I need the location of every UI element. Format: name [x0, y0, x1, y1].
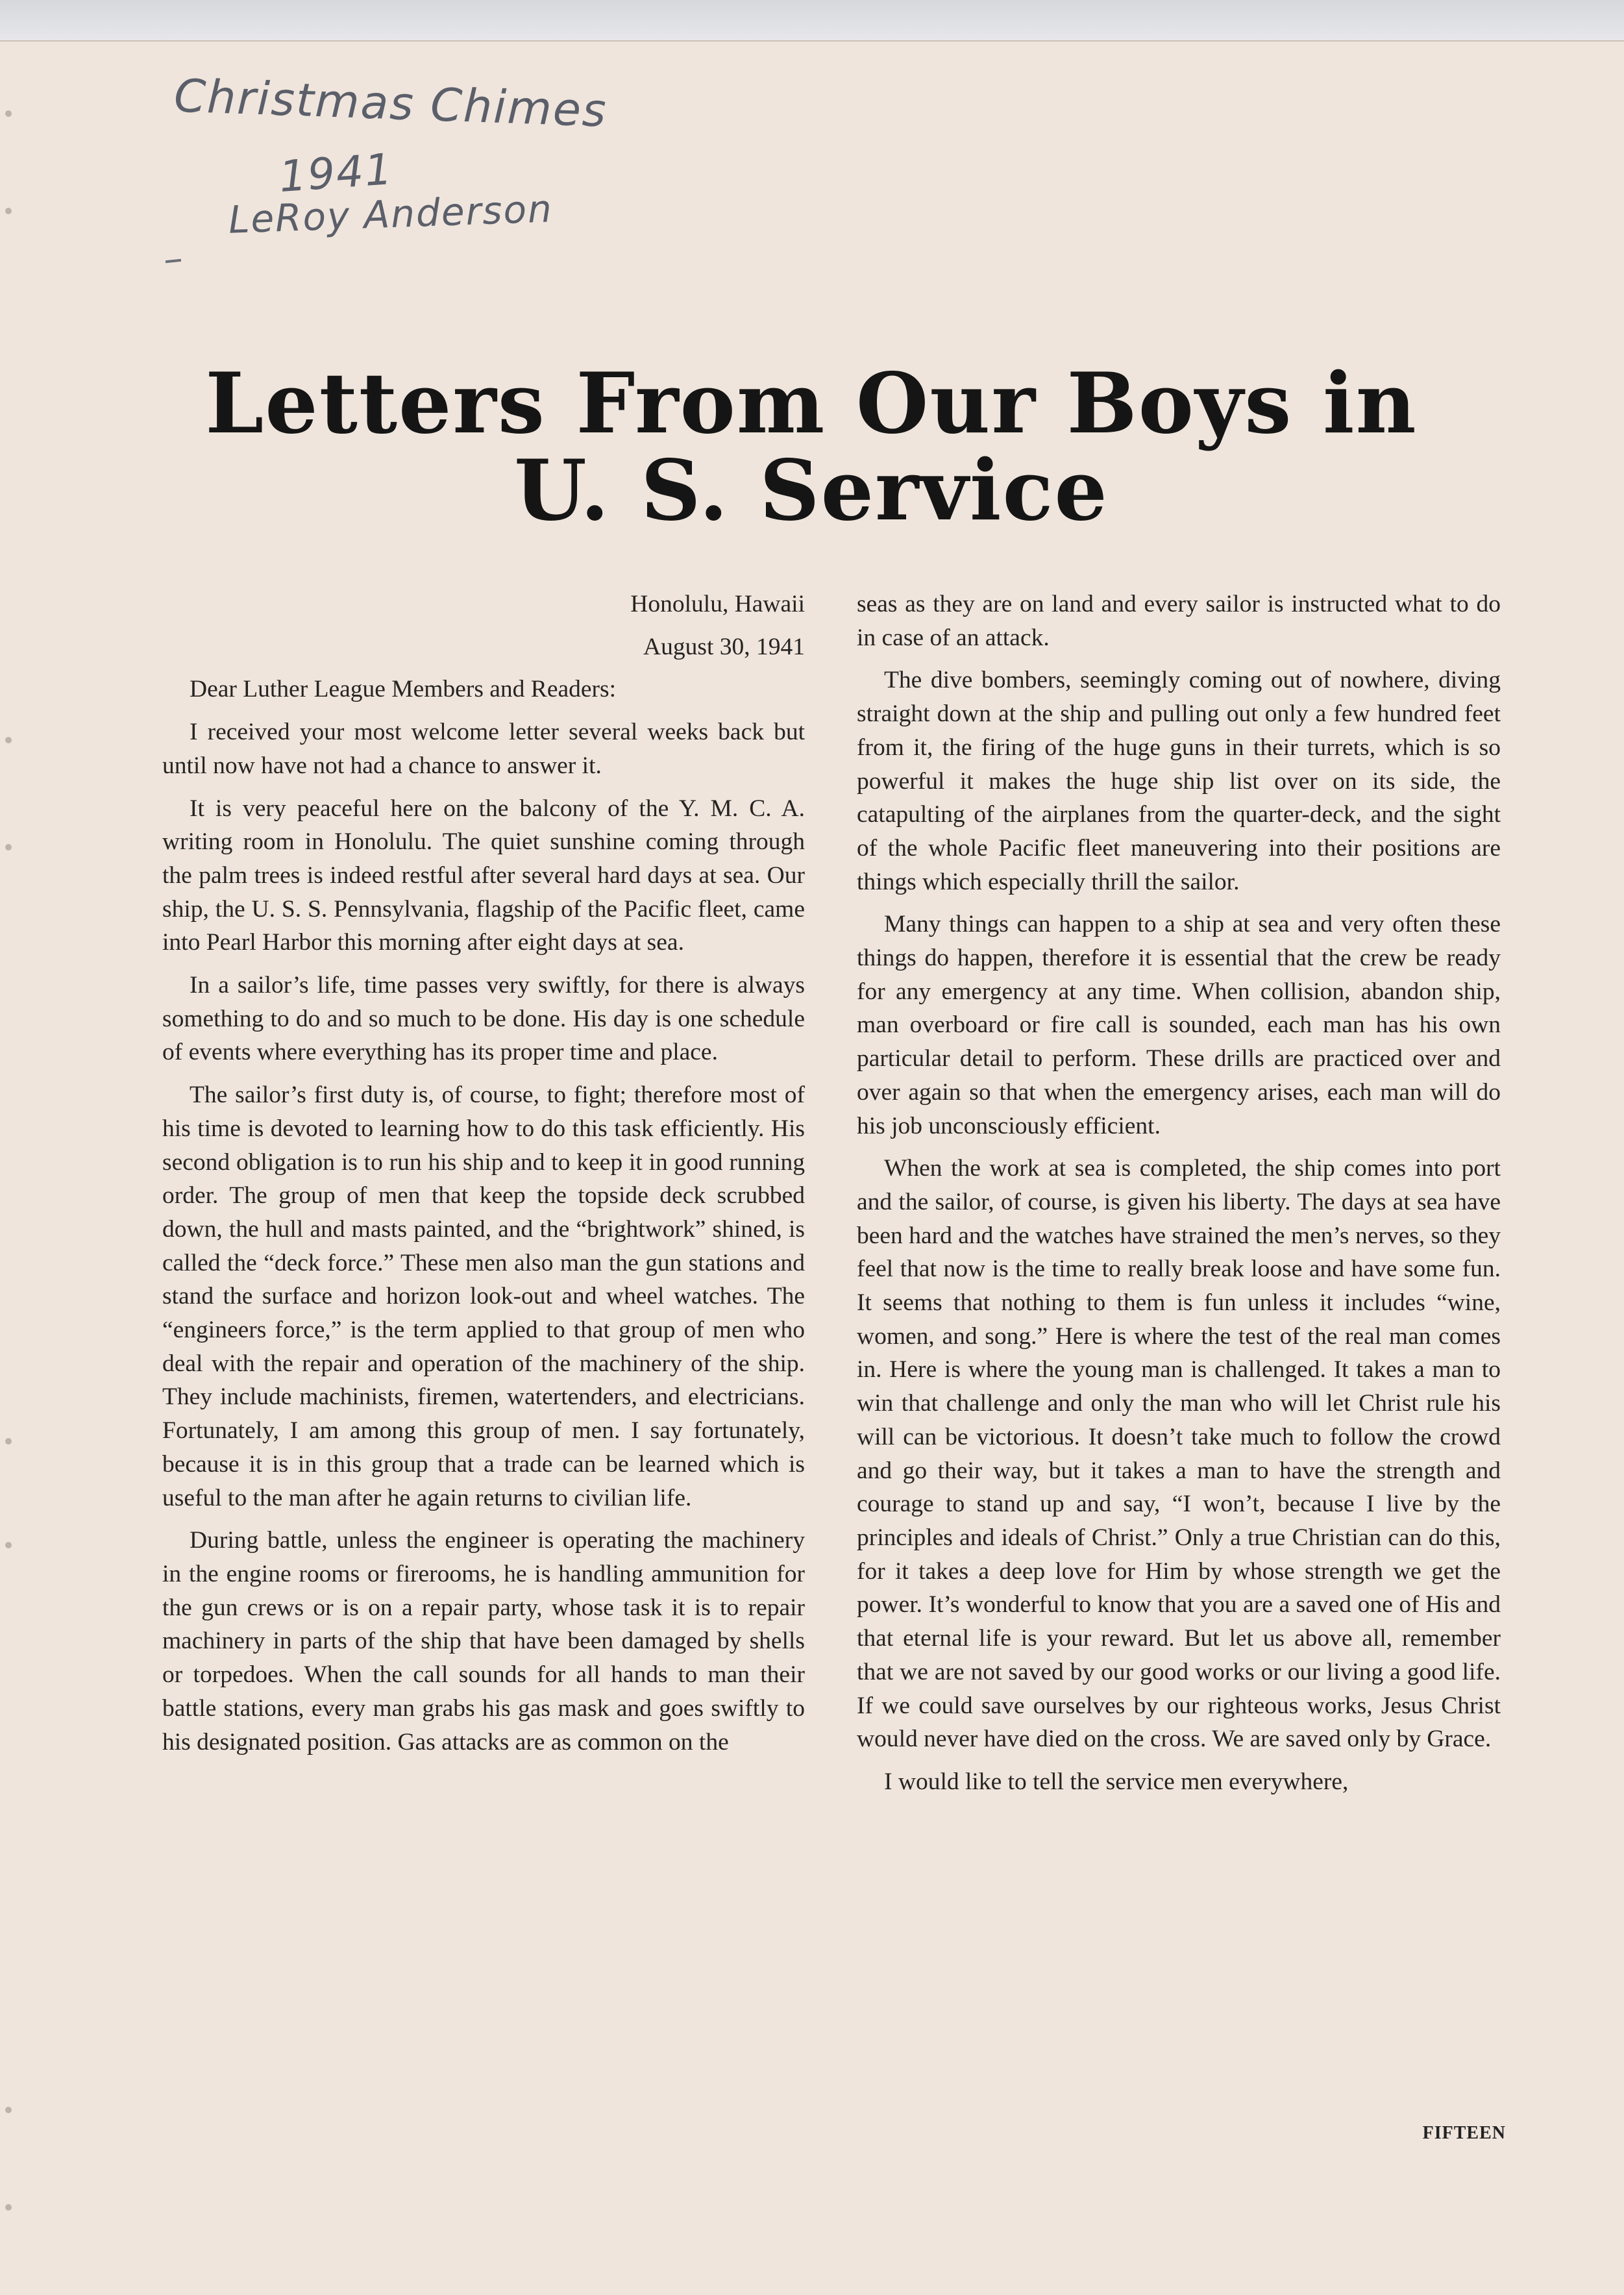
binder-hole-mark	[5, 1542, 12, 1548]
binder-hole-mark	[5, 208, 12, 214]
paragraph: The sailor’s first duty is, of course, to fight; therefore most of his time is devoted to learning how to do this task efficiently. His second obligation is to run his ship and to keep it in good running order. The group of men that keep the topside deck scrubbed down, the hull and masts painted, and the “brightwork” shined, is called the “deck force.” These men also man the gun stations and stand the surface and horizon look-out and wheel watches. The “engineers force,” is the term applied to that group of men who deal with the repair and operation of the machinery of the ship. They include machinists, firemen, watertenders, and electricians. Fortunately, I am among this group of men. I say fortunately, because it is in this group that a trade can be learned which is useful to the man after he again returns to civilian life.	[162, 1082, 805, 1511]
left-column	[162, 588, 805, 1768]
dateline-place: Honolulu, Hawaii	[630, 591, 805, 617]
headline-line-1: Letters From Our Boys in	[205, 355, 1418, 453]
paragraph: When the work at sea is completed, the ship comes into port and the sailor, of course, is given his liberty. The days at sea have been hard and the watches have strained the men’s nerves, so they feel that now is the time to really break loose and have some fun. It seems that nothing to them is fun unless it includes “wine, women, and song.” Here is where the test of the real man comes in. Here is where the young man is challenged. It takes a man to win that challenge and only the man who will let Christ rule his will can be victorious. It doesn’t take much to follow the crowd and go their way, but it takes a man to have the strength and courage to stand up and say, “I won’t, because I live by the principles and ideals of Christ.” Only a true Christian can do this, for it takes a deep love for Him by whose strength we get the power. It’s wonderful to know that you are a saved one of His and that eternal life is your reward. But let us above all, remember that we are not saved by our good works or our living a good life. If we could save ourselves by our righteous works, Jesus Christ would never have died on the cross. We are saved only by Grace.	[857, 1155, 1501, 1753]
paragraph: During battle, unless the engineer is operating the machinery in the engine rooms or firerooms, he is handling ammunition for the gun crews or is on a repair party, whose task it is to repair machinery in parts of the ship that have been damaged by shells or torpedoes. When the call sounds for all hands to man their battle stations, every man grabs his gas mask and goes swiftly to his designated position. Gas attacks are as common on the	[162, 1527, 805, 1755]
headline	[195, 355, 1428, 540]
right-column	[857, 588, 1501, 1808]
binder-hole-mark	[5, 1438, 12, 1445]
paragraph: Many things can happen to a ship at sea and very often these things do happen, therefore it is essential that the crew be ready for any emergency at any time. When collision, abandon ship, man overboard or fire call is sounded, each man has his own particular detail to perform. These drills are practiced over and over again so that when the emergency arises, each man will do his job unconsciously efficient.	[857, 911, 1501, 1139]
salutation: Dear Luther League Members and Readers:	[190, 676, 617, 703]
page-number: FIFTEEN	[1422, 2123, 1506, 2143]
paragraph: I received your most welcome letter several weeks back but until now have not had a chance to answer it.	[162, 719, 805, 779]
dateline-date: August 30, 1941	[643, 633, 805, 660]
binder-hole-mark	[5, 2204, 12, 2211]
headline-line-2: U. S. Service	[514, 442, 1109, 540]
binder-hole-mark	[5, 844, 12, 850]
binder-hole-mark	[5, 110, 12, 117]
handwritten-author: LeRoy Anderson	[227, 186, 554, 242]
scanner-edge	[0, 0, 1624, 42]
paragraph: In a sailor’s life, time passes very swiftly, for there is always something to do and so much to be done. His day is one schedule of events where everything has its proper time and place.	[162, 972, 805, 1066]
paragraph: I would like to tell the service men everywhere,	[884, 1768, 1349, 1795]
pen-mark	[166, 259, 181, 263]
paragraph-continued: seas as they are on land and every sailor is instructed what to do in case of an attack.	[857, 591, 1501, 651]
binder-hole-mark	[5, 2107, 12, 2113]
binder-hole-mark	[5, 737, 12, 743]
paragraph: It is very peaceful here on the balcony of the Y. M. C. A. writing room in Honolulu. The quiet sunshine coming through the palm trees is indeed restful after several hard days at sea. Our ship, the U. S. S. Pennsylvania, flagship of the Pacific fleet, came into Pearl Harbor this morning after eight days at sea.	[162, 795, 805, 956]
paragraph: The dive bombers, seemingly coming out of nowhere, diving straight down at the ship and pulling out only a few hundred feet from it, the firing of the huge guns in their turrets, which is so powerful it makes the huge ship list over on its side, the catapulting of the airplanes from the quarter-deck, and the sight of the whole Pacific fleet maneuvering into their positions are things which especially thrill the sailor.	[857, 667, 1501, 895]
handwritten-title: Christmas Chimes	[173, 69, 608, 138]
handwritten-year: 1941	[277, 143, 395, 203]
